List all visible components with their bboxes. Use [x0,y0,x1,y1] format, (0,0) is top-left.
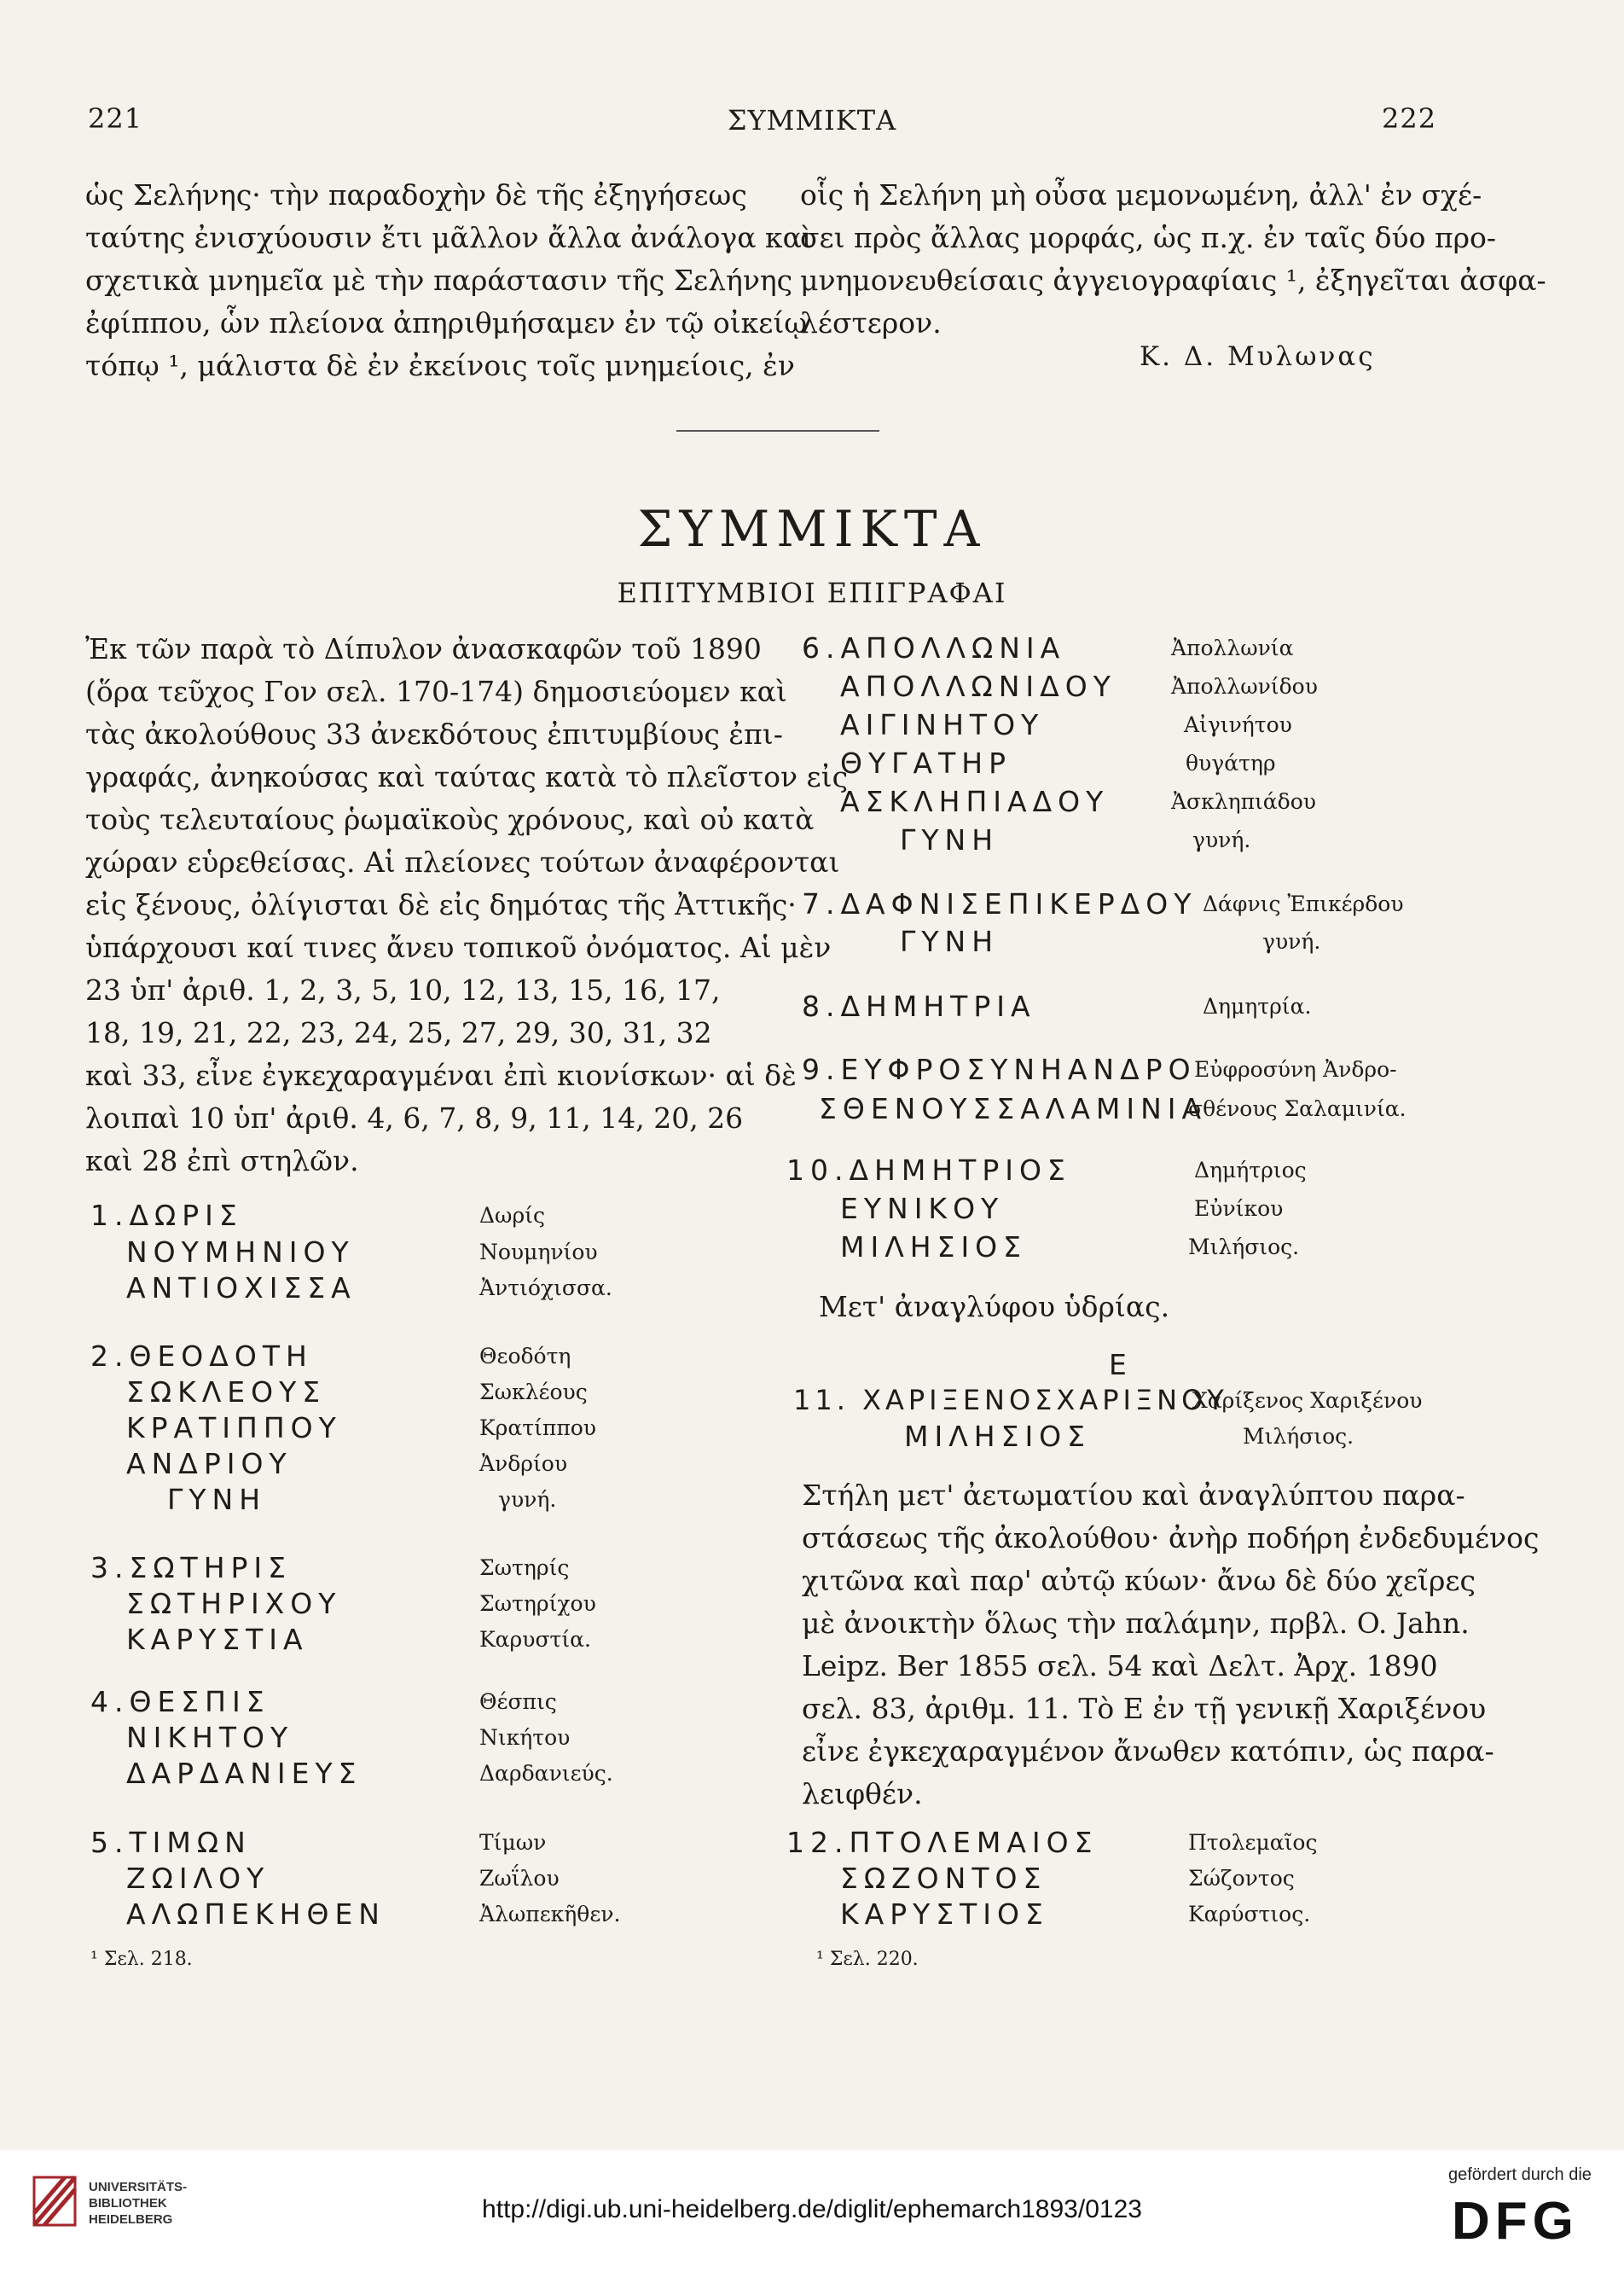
text-line: μὲ ἀνοικτὴν ὅλως τὴν παλάμην, πρβλ. O. Jahn. [802,1607,1470,1640]
transcription-11-line-2: Μιλήσιος. [1243,1424,1354,1449]
text-line: Leipz. Ber 1855 σελ. 54 καὶ Δελτ. Ἀρχ. 1890 [802,1649,1438,1682]
inscription-10-line-2: ΕΥΝΙΚΟΥ [840,1192,1005,1225]
library-name-line: BIBLIOTHEK [89,2196,167,2211]
transcription-10-line-2: Εὐνίκου [1194,1196,1284,1221]
transcription-4-line-2: Νικήτου [479,1725,571,1750]
inscription-3-line-1: 3.ΣΩΤΗΡΙΣ [90,1551,293,1584]
inscription-10-line-1: 10.ΔΗΜΗΤΡΙΟΣ [786,1153,1071,1187]
text-line: λειφθέν. [802,1777,923,1810]
inscription-9-line-1: 9.ΕΥΦΡΟΣΥΝΗΑΝΔΡΟ [802,1053,1197,1086]
inscription-12-line-2: ΣΩΖΟΝΤΟΣ [840,1862,1047,1895]
text-line: σει πρὸς ἄλλας μορφάς, ὡς π.χ. ἐν ταῖς δύο προ- [800,221,1497,254]
transcription-6-line-2: Ἀπολλωνίδου [1171,674,1318,699]
transcription-6-line-6: γυνή. [1192,828,1251,852]
transcription-6-line-3: Αἰγινήτου [1184,712,1292,737]
transcription-1-line-3: Ἀντιόχισσα. [479,1275,612,1300]
transcription-5-line-1: Τίμων [479,1830,547,1855]
inscription-1-line-1: 1.ΔΩΡΙΣ [90,1199,243,1232]
text-line: Ἐκ τῶν παρὰ τὸ Δίπυλον ἀνασκαφῶν τοῦ 1890 [85,632,762,665]
inscription-11-line-1: 11. ΧΑΡΙΞΕΝΟΣΧΑΡΙΞΝΟΥ [793,1384,1228,1416]
inscription-1-line-3: ΑΝΤΙΟΧΙΣΣΑ [126,1271,357,1305]
text-line: εἶνε ἐγκεχαραγμένον ἄνωθεν κατόπιν, ὡς παρα- [802,1735,1494,1768]
text-line: τὰς ἀκολούθους 33 ἀνεκδότους ἐπιτυμβίους ἐπι- [85,718,783,751]
text-line: 18, 19, 21, 22, 23, 24, 25, 27, 29, 30, 31, 32 [85,1016,712,1049]
text-line: στάσεως τῆς ἀκολούθου· ἀνὴρ ποδήρη ἐνδεδυμένος [802,1521,1540,1554]
inscription-8-line-1: 8.ΔΗΜΗΤΡΙΑ [802,990,1036,1023]
text-line: λέστερον. [800,306,942,340]
text-line: καὶ 28 ἐπὶ στηλῶν. [85,1144,359,1177]
footnote-left: ¹ Σελ. 218. [90,1949,193,1970]
transcription-10-line-3: Μιλήσιος. [1188,1235,1300,1259]
inscription-2-line-2: ΣΩΚΛΕΟΥΣ [126,1375,327,1409]
text-line: Στήλη μετ' ἀετωματίου καὶ ἀναγλύπτου παρα- [802,1479,1465,1512]
transcription-2-line-2: Σωκλέους [479,1380,588,1404]
inscription-2-line-4: ΑΝΔΡΙΟΥ [126,1447,293,1480]
text-line: (ὅρα τεῦχος Γον σελ. 170-174) δημοσιεύομεν καὶ [85,675,787,708]
text-line: τοὺς τελευταίους ῥωμαϊκοὺς χρόνους, καὶ οὐ κατὰ [85,803,815,836]
text-line: λοιπαὶ 10 ὑπ' ἀριθ. 4, 6, 7, 8, 9, 11, 14, 20, 26 [85,1101,744,1135]
inscription-1-line-2: ΝΟΥΜΗΝΙΟΥ [126,1235,355,1269]
inscription-3-line-2: ΣΩΤΗΡΙΧΟΥ [126,1587,342,1620]
inscription-6-line-3: ΑΙΓΙΝΗΤΟΥ [840,708,1045,741]
inscription-4-line-1: 4.ΘΕΣΠΙΣ [90,1685,270,1718]
transcription-4-line-1: Θέσπις [479,1689,557,1714]
text-line: χιτῶνα καὶ παρ' αὐτῷ κύων· ἄνω δὲ δύο χεῖρες [802,1564,1476,1597]
footnote-right: ¹ Σελ. 220. [816,1949,919,1970]
inscription-4-line-3: ΔΑΡΔΑΝΙΕΥΣ [126,1757,362,1790]
transcription-2-line-3: Κρατίππου [479,1415,596,1440]
transcription-2-line-4: Ἀνδρίου [479,1451,568,1476]
transcription-6-line-5: Ἀσκληπιάδου [1171,789,1316,814]
transcription-10-line-1: Δημήτριος [1194,1158,1307,1182]
transcription-12-line-1: Πτολεμαῖος [1188,1830,1318,1855]
inscription-2-line-1: 2.ΘΕΟΔΟΤΗ [90,1339,313,1373]
text-line: 23 ὑπ' ἀριθ. 1, 2, 3, 5, 10, 12, 13, 15, 16, 17, [85,973,721,1007]
transcription-1-line-1: Δωρίς [479,1203,545,1228]
transcription-9-line-2: σθένους Σαλαμινία. [1188,1096,1406,1121]
inscription-9-line-2: ΣΘΕΝΟΥΣΣΑΛΑΜΙΝΙΑ [819,1092,1208,1125]
inscription-2-line-3: ΚΡΑΤΙΠΠΟΥ [126,1411,342,1444]
transcription-12-line-3: Καρύστιος. [1188,1902,1311,1926]
transcription-5-line-2: Ζωΐλου [479,1866,560,1891]
note-10: Μετ' ἀναγλύφου ὑδρίας. [819,1290,1170,1323]
stele-description [802,1474,1539,1816]
text-line: εἰς ξένους, ὀλίγισται δὲ εἰς δημότας τῆς Ἀττικῆς· [85,888,797,921]
inscription-11-line-2: ΜΙΛΗΣΙΟΣ [904,1420,1092,1453]
inscription-6-line-5: ΑΣΚΛΗΠΙΑΔΟΥ [840,785,1110,818]
section-subtitle: ΕΠΙΤΥΜΒΙΟΙ ΕΠΙΓΡΑΦΑΙ [617,577,1007,609]
inscription-5-line-2: ΖΩΙΛΟΥ [126,1862,270,1895]
transcription-7-line-1: Δάφνις Ἐπικέρδου [1203,892,1404,916]
inscription-7-line-2: ΓΥΝΗ [900,925,1000,958]
text-line: ὡς Σελήνης· τὴν παραδοχὴν δὲ τῆς ἐξηγήσεως [85,178,747,212]
transcription-8-line-1: Δημητρία. [1203,994,1312,1019]
transcription-3-line-3: Καρυστία. [479,1627,591,1652]
text-line: τόπῳ ¹, μάλιστα δὲ ἐν ἐκείνοις τοῖς μνημείοις, ἐν [85,349,795,382]
transcription-5-line-3: Ἀλωπεκῆθεν. [479,1902,621,1926]
top-left-text [85,174,813,387]
text-line: ὑπάρχουσι καί τινες ἄνευ τοπικοῦ ὀνόματος. Αἱ μὲν [85,931,832,964]
intro-paragraph [85,628,848,1182]
running-title: ΣΥΜΜΙΚΤΑ [727,104,897,137]
text-line: ἐφίππου, ὧν πλείονα ἀπηριθμήσαμεν ἐν τῷ οἰκείῳ [85,306,808,340]
transcription-2-line-1: Θεοδότη [479,1344,571,1368]
inscription-6-line-4: ΘΥΓΑΤΗΡ [840,747,1012,780]
text-line: μνημονευθείσαις ἀγγειογραφίαις ¹, ἐξηγεῖται ἀσφα- [800,264,1546,297]
inscription-6-line-2: ΑΠΟΛΛΩΝΙΔΟΥ [840,670,1116,703]
text-line: καὶ 33, εἶνε ἐγκεχαραγμέναι ἐπὶ κιονίσκων· αἱ δὲ [85,1059,797,1092]
text-line: χώραν εὑρεθείσας. Αἱ πλείονες τούτων ἀναφέρονται [85,845,840,879]
section-title: ΣΥΜΜΙΚΤΑ [637,500,987,558]
transcription-1-line-2: Νουμηνίου [479,1240,598,1264]
inscription-3-line-3: ΚΑΡΥΣΤΙΑ [126,1623,309,1656]
transcription-3-line-2: Σωτηρίχου [479,1591,596,1616]
inscription-2-line-5: ΓΥΝΗ [167,1483,267,1516]
text-line: ταύτης ἐνισχύουσιν ἔτι μᾶλλον ἄλλα ἀνάλογα καὶ [85,221,813,254]
inscription-11-superscript: Ε [1109,1348,1133,1381]
transcription-7-line-2: γυνή. [1262,929,1321,954]
inscription-10-line-3: ΜΙΛΗΣΙΟΣ [840,1230,1028,1264]
inscription-5-line-1: 5.ΤΙΜΩΝ [90,1826,252,1859]
text-line: σελ. 83, ἀριθμ. 11. Τὸ Ε ἐν τῇ γενικῇ Χαριξένου [802,1692,1487,1725]
transcription-9-line-1: Εὐφροσύνη Ἀνδρο- [1194,1057,1397,1082]
library-name-line: UNIVERSITÄTS- [89,2180,188,2194]
top-right-text [800,174,1546,345]
dfg-logo: DFG [1452,2192,1579,2251]
page-number-right: 222 [1382,102,1437,135]
library-name-line: HEIDELBERG [89,2212,173,2227]
inscription-7-line-1: 7.ΔΑΦΝΙΣΕΠΙΚΕΡΔΟΥ [802,887,1198,921]
inscription-6-line-1: 6.ΑΠΟΛΛΩΝΙΑ [802,631,1066,665]
transcription-4-line-3: Δαρδανιεύς. [479,1761,613,1786]
text-line: γραφάς, ἀνηκούσας καὶ ταύτας κατὰ τὸ πλεῖστον εἰς [85,760,849,793]
inscription-12-line-1: 12.ΠΤΟΛΕΜΑΙΟΣ [786,1826,1099,1859]
inscription-5-line-3: ΑΛΩΠΕΚΗΘΕΝ [126,1897,386,1931]
transcription-3-line-1: Σωτηρίς [479,1555,570,1580]
inscription-4-line-2: ΝΙΚΗΤΟΥ [126,1721,294,1754]
transcription-6-line-1: Ἀπολλωνία [1171,636,1294,660]
transcription-6-line-4: θυγάτηρ [1186,751,1276,776]
transcription-11-line-1: Χαρίξενος Χαριξένου [1192,1388,1423,1413]
divider [676,430,879,432]
footer-bar [0,2150,1624,2272]
inscription-12-line-3: ΚΑΡΥΣΤΙΟΣ [840,1897,1049,1931]
text-line: σχετικὰ μνημεῖα μὲ τὴν παράστασιν τῆς Σελήνης [85,264,793,297]
text-line: οἷς ἡ Σελήνη μὴ οὖσα μεμονωμένη, ἀλλ' ἐν σχέ- [800,178,1482,212]
inscription-6-line-6: ΓΥΝΗ [900,823,1000,857]
transcription-12-line-2: Σώζοντος [1188,1866,1295,1891]
author-signature: Κ. Δ. Μυλωνας [1140,341,1376,372]
page-number-left: 221 [88,102,143,135]
transcription-2-line-5: γυνή. [498,1487,557,1512]
funded-by-label: gefördert durch die [1448,2165,1592,2184]
document-url-link[interactable]: http://digi.ub.uni-heidelberg.de/diglit/ephemarch1893/0123 [482,2195,1142,2223]
